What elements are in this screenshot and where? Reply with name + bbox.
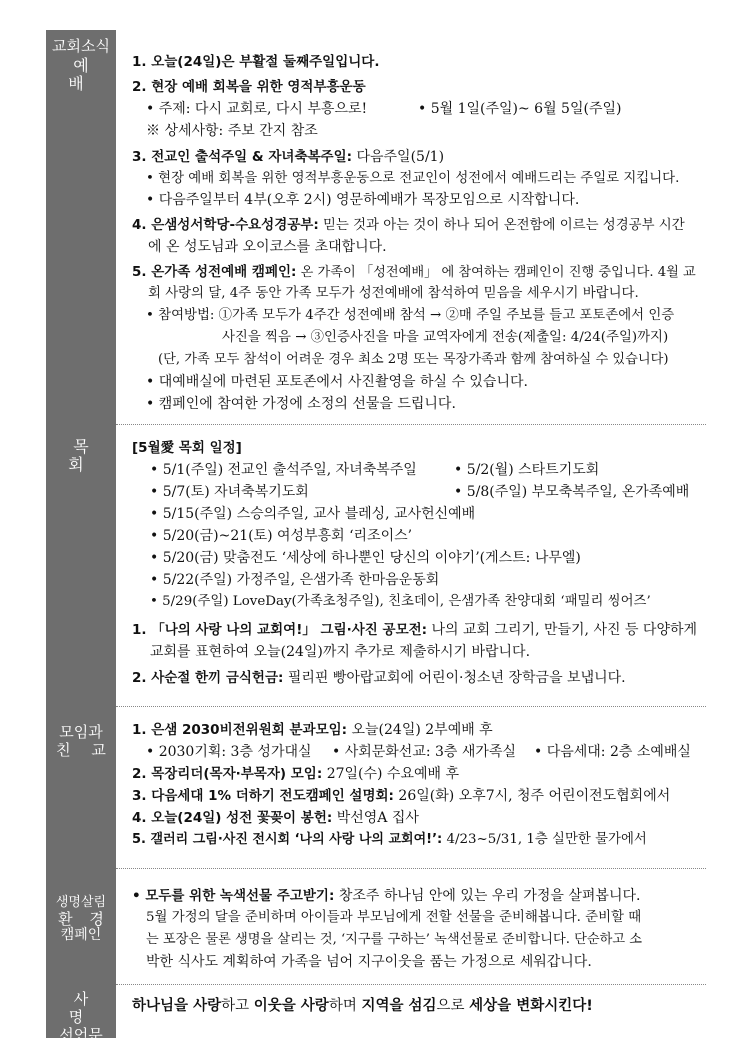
environment-item-text-2: 5월 가정의 달을 준비하며 아이들과 부모님에게 전할 선물을 준비해봅니다. 준비할 때 bbox=[146, 910, 642, 925]
section-label-environment-line3: 캠페인 bbox=[60, 927, 102, 943]
fellowship-item-3-title: 3. 다음세대 1% 더하기 전도캠페인 설명회: bbox=[132, 788, 394, 804]
pastoral-schedule-item: • 5/7(토) 자녀축복기도회 bbox=[150, 484, 309, 500]
worship-item-4-text-2: 에 온 성도님과 오이코스를 초대합니다. bbox=[148, 239, 387, 255]
section-sidebar bbox=[46, 30, 116, 1038]
section-label-mission-line2: 선언문 bbox=[59, 1026, 103, 1044]
fellowship-item-3-text: 26일(화) 오후7시, 청주 어린이전도협회에서 bbox=[393, 788, 671, 804]
fellowship-item-2-text: 27일(수) 수요예배 후 bbox=[322, 766, 460, 782]
worship-item-2-note: ※ 상세사항: 주보 간지 참조 bbox=[146, 123, 318, 139]
pastoral-item-2-text: 필리핀 빵아랍교회에 어린이·청소년 장학금을 보냅니다. bbox=[283, 670, 626, 686]
worship-item-5 bbox=[132, 262, 696, 283]
section-label-mission bbox=[46, 990, 116, 1044]
fellowship-item-1-title: 1. 은샘 2030비전위원회 분과모임: bbox=[132, 722, 348, 738]
fellowship-item-4-title: 4. 오늘(24일) 성전 꽃꽂이 봉헌: bbox=[132, 810, 333, 826]
pastoral-schedule-item: • 5/20(금)~21(토) 여성부흥회 ‘리조이스’ bbox=[150, 528, 413, 544]
pastoral-schedule-item: • 5/8(주일) 부모축복주일, 온가족예배 bbox=[454, 484, 690, 500]
fellowship-item-1-bullet: • 사회문화선교: 3층 새가족실 bbox=[332, 744, 516, 760]
mission-phrase: 이웃을 사랑 bbox=[253, 998, 329, 1014]
mission-connector: 하고 bbox=[221, 998, 254, 1014]
environment-item bbox=[132, 886, 640, 906]
worship-item-3-title: 3. 전교인 출석주일 & 자녀축복주일: bbox=[132, 149, 353, 165]
divider bbox=[116, 984, 706, 985]
worship-item-1: 1. 오늘(24일)은 부활절 둘째주일입니다. bbox=[132, 54, 380, 70]
worship-item-5-bullet-1a: • 참여방법: ①가족 모두가 4주간 성전예배 참석 → ②매 주일 주보를 들고 포토존에서 인증 bbox=[146, 308, 675, 323]
worship-item-2-period: • 5월 1일(주일)~ 6월 5일(주일) bbox=[418, 101, 622, 117]
section-label-environment-line1: 생명살림 bbox=[55, 895, 107, 910]
section-label-worship bbox=[46, 37, 116, 93]
environment-item-text-4: 박한 식사도 계획하여 가족을 넘어 지구이웃을 품는 가정으로 세워갑니다. bbox=[146, 954, 592, 970]
worship-item-5-bullet-1b: 사진을 찍음 → ③인증사진을 마을 교역자에게 전송(제출일: 4/24(주일)까지) bbox=[222, 330, 669, 345]
worship-item-5-text-1: 온 가족이 「성전예배」 에 참여하는 캠페인이 진행 중입니다. 4월 교 bbox=[296, 265, 696, 280]
fellowship-item-1-bullet: • 2030기획: 3층 성가대실 bbox=[146, 744, 312, 760]
fellowship-item-1-text: 오늘(24일) 2부예배 후 bbox=[347, 722, 493, 738]
pastoral-schedule-item: • 5/22(주일) 가정주일, 은샘가족 한마음운동회 bbox=[150, 572, 440, 588]
divider bbox=[116, 868, 706, 869]
fellowship-item-4-text: 박선영A 집사 bbox=[332, 810, 419, 826]
worship-item-4-title: 4. 은샘성서학당-수요성경공부: bbox=[132, 217, 319, 233]
section-label-worship-line1: 교회소식 bbox=[52, 37, 110, 55]
divider bbox=[116, 706, 706, 707]
pastoral-item-1-text-2: 교회를 표현하여 오늘(24일)까지 추가로 제출하시기 바랍니다. bbox=[150, 644, 531, 660]
mission-statement bbox=[132, 996, 593, 1016]
section-label-fellowship-line1: 모임과 bbox=[59, 723, 103, 741]
mission-phrase: 하나님을 사랑 bbox=[132, 998, 222, 1014]
section-label-pastoral: 목 회 bbox=[68, 437, 99, 474]
worship-item-3-bullet-1: • 현장 예배 회복을 위한 영적부흥운동으로 전교인이 성전에서 예배드리는 주일로 지킵니다. bbox=[146, 171, 680, 186]
fellowship-item-3 bbox=[132, 786, 670, 806]
environment-item-title: • 모두를 위한 녹색선물 주고받기: bbox=[132, 888, 335, 904]
mission-connector: 으로 bbox=[436, 998, 470, 1014]
section-label-worship-line2: 예 배 bbox=[68, 56, 99, 93]
pastoral-item-2-title: 2. 사순절 한끼 금식헌금: bbox=[132, 670, 284, 686]
fellowship-item-5 bbox=[132, 830, 647, 850]
worship-item-4-text-1: 믿는 것과 아는 것이 하나 되어 온전함에 이르는 성경공부 시간 bbox=[318, 218, 685, 233]
fellowship-item-4 bbox=[132, 808, 419, 828]
mission-phrase: 지역을 섬김 bbox=[361, 998, 437, 1014]
mission-ending: 시킨다! bbox=[544, 998, 593, 1014]
divider bbox=[116, 424, 706, 425]
fellowship-item-1 bbox=[132, 720, 493, 740]
pastoral-schedule-item: • 5/29(주일) LoveDay(가족초청주일), 친초데이, 은샘가족 찬양대회 ‘패밀리 씽어즈’ bbox=[150, 594, 651, 609]
environment-item-text-1: 창조주 하나님 안에 있는 우리 가정을 살펴봅니다. bbox=[334, 888, 641, 904]
worship-item-5-bullet-2: • 대예배실에 마련된 포토존에서 사진촬영을 하실 수 있습니다. bbox=[146, 374, 528, 390]
worship-item-5-bullet-1c: (단, 가족 모두 참석이 어려운 경우 최소 2명 또는 목장가족과 함께 참여하실 수 있습니다) bbox=[158, 352, 669, 367]
section-label-fellowship bbox=[46, 723, 116, 759]
section-label-fellowship-line2: 친 교 bbox=[56, 741, 114, 759]
mission-phrase: 세상을 변화 bbox=[469, 998, 545, 1014]
worship-item-4 bbox=[132, 215, 685, 236]
pastoral-item-1 bbox=[132, 620, 697, 640]
worship-item-2-title: 2. 현장 예배 회복을 위한 영적부흥운동 bbox=[132, 79, 366, 95]
fellowship-item-1-bullet: • 다음세대: 2층 소예배실 bbox=[534, 744, 691, 760]
pastoral-item-1-title: 1. 「나의 사랑 나의 교회여!」 그림·사진 공모전: bbox=[132, 622, 428, 638]
worship-item-5-bullet-3: • 캠페인에 참여한 가정에 소정의 선물을 드립니다. bbox=[146, 396, 456, 412]
worship-item-3-bullet-2: • 다음주일부터 4부(오후 2시) 영문하예배가 목장모임으로 시작합니다. bbox=[146, 192, 580, 208]
worship-item-5-title: 5. 온가족 성전예배 캠페인: bbox=[132, 264, 297, 280]
section-label-environment bbox=[46, 895, 116, 943]
pastoral-item-2 bbox=[132, 668, 626, 688]
section-label-environment-line2: 환 경 bbox=[58, 910, 110, 928]
pastoral-schedule-title: [5월愛 목회 일정] bbox=[132, 440, 242, 456]
pastoral-schedule-item: • 5/15(주일) 스승의주일, 교사 블레싱, 교사헌신예배 bbox=[150, 506, 476, 522]
worship-item-3-date: 다음주일(5/1) bbox=[352, 149, 445, 165]
worship-item-5-text-2: 회 사랑의 달, 4주 동안 가족 모두가 성전예배에 참석하여 믿음을 세우시기 바랍니다. bbox=[148, 286, 639, 301]
pastoral-schedule-item: • 5/2(월) 스타트기도회 bbox=[454, 462, 600, 478]
mission-connector: 하며 bbox=[328, 998, 362, 1014]
pastoral-schedule-item: • 5/1(주일) 전교인 출석주일, 자녀축복주일 bbox=[150, 462, 417, 478]
worship-item-3 bbox=[132, 147, 444, 167]
environment-item-text-3: 는 포장은 물론 생명을 살리는 것, ‘지구를 구하는’ 녹색선물로 준비합니다. 단순하고 소 bbox=[146, 932, 643, 947]
worship-item-2-theme: • 주제: 다시 교회로, 다시 부흥으로! bbox=[146, 101, 368, 117]
fellowship-item-2-title: 2. 목장리더(목자·부목자) 모임: bbox=[132, 766, 323, 782]
fellowship-item-5-text: 4/23~5/31, 1층 실만한 물가에서 bbox=[442, 832, 647, 847]
pastoral-item-1-text-1: 나의 교회 그리기, 만들기, 사진 등 다양하게 bbox=[427, 622, 698, 638]
fellowship-item-5-title: 5. 갤러리 그림·사진 전시회 ‘나의 사랑 나의 교회여!’: bbox=[132, 832, 443, 847]
pastoral-schedule-item: • 5/20(금) 맞춤전도 ‘세상에 하나뿐인 당신의 이야기’(게스트: 나무엘) bbox=[150, 550, 581, 566]
fellowship-item-2 bbox=[132, 764, 459, 784]
section-label-mission-line1: 사 명 bbox=[68, 990, 99, 1026]
